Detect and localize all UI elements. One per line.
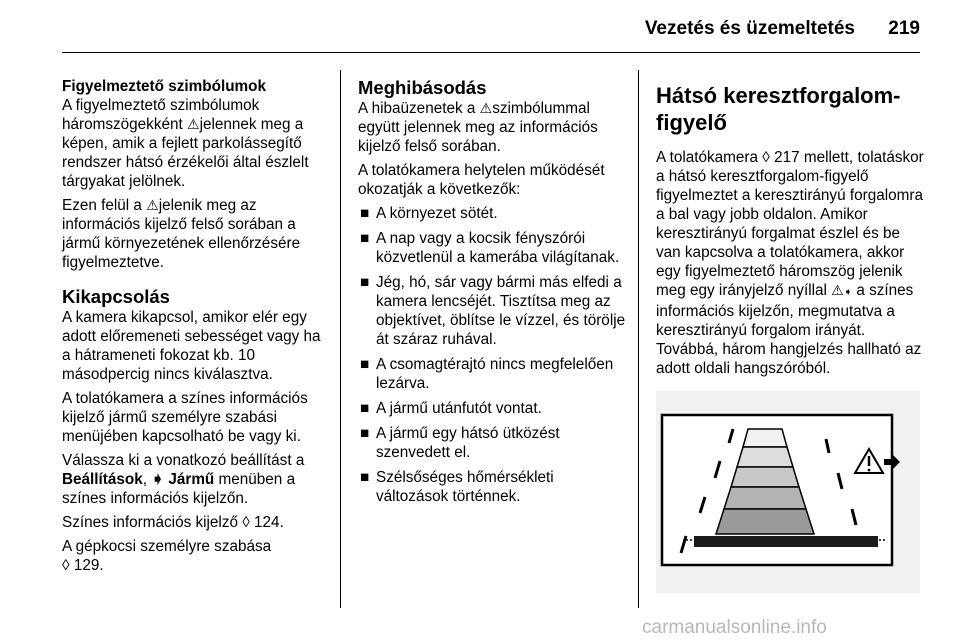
list-item: [358, 273, 626, 349]
column-3: [656, 82, 926, 383]
watermark: carmanualsonline.info: [642, 617, 827, 638]
fault-heading: Meghibásodás: [358, 77, 487, 98]
bumper-bar: [694, 536, 878, 547]
text: jelenik meg az információs kijelző felső sorában a jármű környezetének ellenőrzésére figyelmeztetve.: [62, 197, 301, 271]
column-divider-2: [638, 70, 639, 608]
warning-symbols-heading: Figyelmeztető szimbólumok: [62, 78, 266, 95]
list-item: [358, 424, 626, 462]
list-item: [358, 229, 626, 267]
text: Ezen felül a: [62, 197, 142, 214]
bullet-icon: ■: [360, 274, 370, 291]
settings-menu-label: Beállítások: [62, 471, 143, 488]
warning-triangle-icon: ⚠: [479, 100, 493, 116]
page-number: 219: [888, 18, 920, 39]
text: menüben a színes információs kijelzőn.: [62, 471, 296, 507]
reference-icon: ◊: [762, 149, 770, 166]
bullet-icon: ■: [360, 400, 370, 417]
list-item-text: A nap vagy a kocsik fényszórói közvetlenül a kamerába világítanak.: [376, 230, 620, 266]
bullet-icon: ■: [360, 425, 370, 442]
text: a színes információs kijelzőn, megmutatva a keresztirányú forgalom irányát. Továbbá, három hangjelzés hallható az adott oldali hangszóróból.: [656, 282, 922, 377]
text: tolatáskor a hátsó keresztforgalom-figyelő figyelmeztet a keresztirányú forgalomra a bal vagy jobb oldalon. Amikor keresztirányú forgalmat észlel és be van kapcsolva a tolatókamera, akkor egy figyelmeztető háromszög jelenik meg egy irányjelző nyíllal: [656, 149, 924, 299]
list-item-text: A környezet sötét.: [376, 205, 498, 222]
bullet-icon: ■: [360, 230, 370, 247]
bullet-icon: ■: [360, 356, 370, 373]
list-item: [358, 468, 626, 506]
list-item-text: Jég, hó, sár vagy bármi más elfedi a kamera lencséjét. Tisztítsa meg az objektívet, öblítse le vízzel, és törölje át száraz ruhával.: [376, 274, 626, 348]
warning-symbols-paragraph-2: [62, 196, 324, 272]
bullet-icon: ■: [360, 469, 370, 486]
warning-symbols-paragraph-1: [62, 96, 324, 191]
text: A tolatókamera: [656, 149, 759, 166]
list-item-text: A jármű utánfutót vontat.: [376, 400, 542, 417]
text: A figyelmeztető szimbólumok háromszögekként: [62, 97, 260, 133]
reference-icon: ◊: [242, 514, 250, 531]
list-item-text: A csomagtérajtó nincs megfelelően lezárva.: [376, 356, 614, 392]
guide-band-3: [731, 467, 799, 487]
text: A gépkocsi személyre szabása: [62, 538, 272, 555]
rear-camera-display-figure: [656, 391, 920, 593]
switch-off-paragraph-2: A tolatókamera a színes információs kijelző jármű személyre szabási menüjében kapcsolható be vagy ki.: [62, 390, 308, 445]
column-divider-1: [340, 70, 341, 608]
page-reference[interactable]: 124.: [254, 514, 284, 531]
page-reference[interactable]: 217 mellett,: [774, 149, 854, 166]
column-1: [62, 77, 324, 580]
fault-paragraph-1: [358, 99, 626, 156]
text: szimbólummal együtt jelennek meg az információs kijelző felső sorában.: [358, 100, 598, 155]
warning-triangle-icon: ⚠: [831, 282, 844, 298]
cross-reference-personalisation: [62, 537, 324, 575]
rear-camera-display-illustration: [656, 391, 920, 593]
rear-cross-traffic-heading: Hátsó keresztforgalom-figyelő: [656, 83, 901, 135]
list-item-text: A jármű egy hátsó ütközést szenvedett el.: [376, 425, 560, 461]
page-reference[interactable]: 129.: [73, 557, 104, 574]
guide-band-2: [737, 447, 793, 467]
text: A hibaüzenetek a: [358, 100, 476, 117]
guide-band-4: [724, 487, 806, 509]
switch-off-paragraph-1: A kamera kikapcsol, amikor elér egy adott előremeneti sebességet vagy ha a hátrameneti fokozat kb. 10 másodpercig nincs kiválasztva.: [62, 309, 321, 383]
list-item: [358, 204, 626, 223]
arrow-icon: ➧: [843, 287, 853, 298]
reference-icon: ◊: [62, 557, 70, 574]
switch-off-paragraph-3: Válassza ki a vonatkozó beállítást a Beállítások, ➧ Jármű menüben a színes információs kijelzőn.: [62, 452, 305, 507]
column-2: [358, 77, 626, 512]
text: Színes információs kijelző: [62, 514, 238, 531]
warning-dot: [868, 469, 871, 472]
list-item-text: Szélsőséges hőmérsékleti változások történnek.: [376, 469, 554, 505]
text: Válassza ki a vonatkozó beállítást a: [62, 452, 305, 469]
list-item: [358, 355, 626, 393]
guide-band-5: [716, 509, 814, 534]
rear-cross-traffic-paragraph: [656, 148, 926, 378]
header-title: Vezetés és üzemeltetés: [644, 18, 855, 39]
menu-arrow-icon: ➧: [151, 471, 165, 488]
list-item: [358, 399, 626, 418]
cross-reference-info-display: [62, 513, 324, 532]
warning-triangle-arrow-icon: [831, 282, 852, 298]
header-rule: [62, 52, 920, 53]
vehicle-menu-label: Jármű: [168, 471, 215, 488]
bullet-icon: ■: [360, 205, 370, 222]
switch-off-heading: Kikapcsolás: [62, 286, 170, 307]
warning-triangle-icon: ⚠: [187, 116, 200, 132]
warning-triangle-icon: ⚠: [146, 197, 159, 213]
text: jelennek meg a képen, amik a fejlett parkolássegítő rendszer hátsó érzékelői által észlelt tárgyakat jelölnek.: [62, 116, 309, 190]
guide-band-1: [743, 429, 787, 447]
fault-causes-list: [358, 204, 626, 506]
fault-paragraph-2: A tolatókamera helytelen működését okozatják a következők:: [358, 162, 605, 198]
